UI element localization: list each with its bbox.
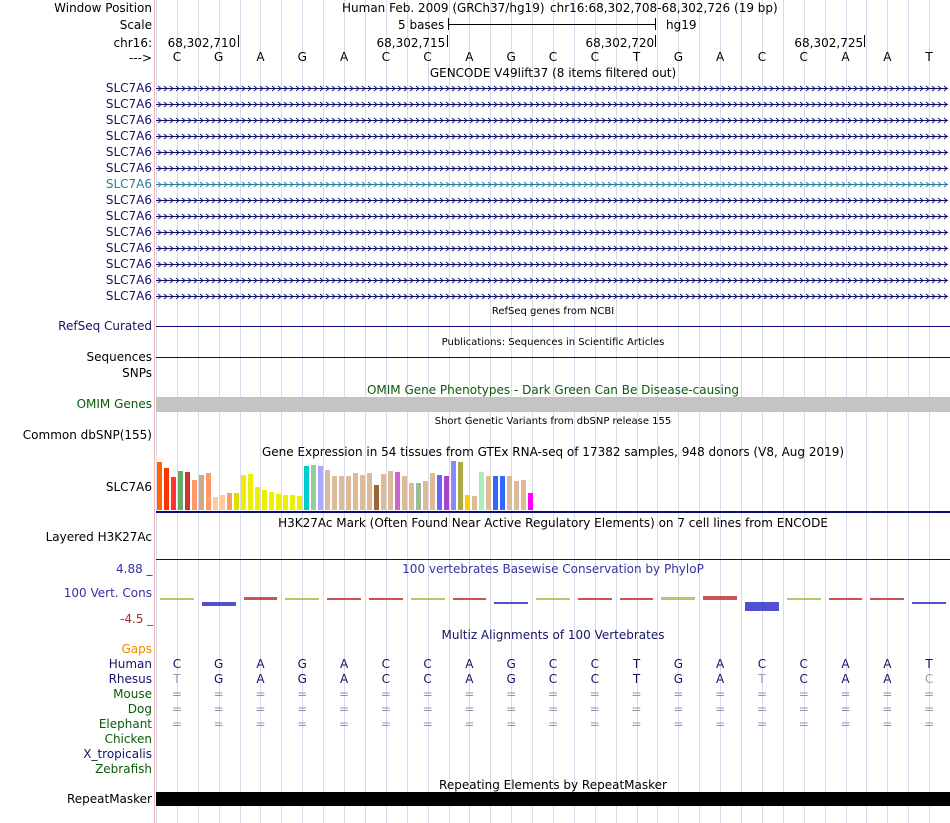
multiz-base: A [841, 657, 850, 671]
phylop-score-mark [787, 598, 821, 600]
multiz-base: = [840, 717, 851, 731]
multiz-base: A [465, 657, 474, 671]
multiz-base: C [590, 672, 599, 686]
gtex-tissue-bar[interactable] [395, 472, 400, 510]
multiz-base: = [673, 717, 684, 731]
gtex-tissue-bar[interactable] [276, 494, 281, 510]
gtex-tissue-bar[interactable] [430, 473, 435, 510]
assembly-name: Human Feb. 2009 (GRCh37/hg19) [342, 1, 545, 15]
multiz-base: = [589, 702, 600, 716]
multiz-base: A [339, 657, 349, 671]
reference-base: A [841, 50, 850, 64]
multiz-base: = [547, 702, 559, 716]
gtex-tissue-bar[interactable] [185, 472, 190, 510]
gtex-tissue-bar[interactable] [346, 476, 351, 510]
phylop-min: -4.5 _ [120, 612, 154, 626]
repeatmasker-track-title[interactable]: Repeating Elements by RepeatMasker [439, 778, 667, 792]
multiz-base: G [673, 657, 684, 671]
repeatmasker-track-label[interactable]: RepeatMasker [66, 792, 152, 806]
window-position-value[interactable]: chr16:68,302,708-68,302,726 (19 bp) [550, 1, 778, 15]
multiz-base: C [590, 657, 599, 671]
multiz-base: C [924, 672, 934, 686]
gencode-item-label[interactable]: SLC7A6 [105, 97, 152, 111]
gencode-item-label[interactable]: SLC7A6 [105, 177, 152, 191]
gtex-tissue-bar[interactable] [318, 466, 323, 510]
multiz-base: = [631, 702, 642, 716]
gencode-item-label[interactable]: SLC7A6 [105, 145, 152, 159]
multiz-base: = [924, 702, 935, 716]
multiz-base: = [756, 717, 767, 731]
ruler-tick [238, 35, 239, 47]
refseq-track-label[interactable]: RefSeq Curated [58, 319, 152, 333]
multiz-base: G [297, 672, 307, 686]
gtex-tissue-bar[interactable] [416, 483, 421, 510]
multiz-species-label[interactable]: Chicken [104, 732, 152, 746]
multiz-base: T [173, 672, 181, 686]
omim-gene-bar[interactable] [156, 397, 950, 412]
repeatmasker-bar[interactable] [156, 792, 950, 806]
multiz-base: = [547, 687, 559, 701]
ruler-tick-label: 68,302,725 [794, 36, 864, 50]
gencode-transcript[interactable] [156, 216, 948, 217]
dbsnp-track-title[interactable]: Short Genetic Variants from dbSNP release 155 [434, 416, 672, 427]
gtex-tissue-bar[interactable] [220, 495, 225, 510]
multiz-species-label[interactable]: Elephant [98, 717, 152, 731]
h3k27ac-track-label[interactable]: Layered H3K27Ac [45, 530, 152, 544]
gtex-tissue-bar[interactable] [465, 495, 470, 510]
multiz-base: = [589, 717, 600, 731]
multiz-base: G [214, 672, 224, 686]
multiz-species-label[interactable]: Mouse [113, 687, 152, 701]
gencode-transcript[interactable] [156, 168, 948, 169]
gtex-tissue-bar[interactable] [199, 475, 204, 510]
multiz-base: C [799, 657, 808, 671]
multiz-base: = [297, 702, 308, 716]
gtex-tissue-bar[interactable] [458, 462, 463, 510]
gencode-transcript[interactable] [156, 152, 948, 153]
gencode-item-label[interactable]: SLC7A6 [105, 257, 152, 271]
phylop-score-mark [829, 598, 863, 600]
multiz-base: = [631, 687, 642, 701]
gtex-tissue-bar[interactable] [381, 474, 386, 510]
gencode-item-label[interactable]: SLC7A6 [105, 161, 152, 175]
gencode-item-label[interactable]: SLC7A6 [105, 113, 152, 127]
phylop-score-mark [160, 598, 194, 600]
reference-base: C [548, 50, 558, 64]
multiz-base: G [214, 657, 224, 671]
multiz-base: = [255, 687, 266, 701]
gtex-tissue-bar[interactable] [192, 480, 197, 510]
gtex-tissue-bar[interactable] [500, 476, 505, 510]
multiz-base: A [883, 657, 892, 671]
phylop-score-mark [536, 598, 570, 600]
gtex-tissue-bar[interactable] [437, 475, 442, 510]
multiz-species-label[interactable]: Human [108, 657, 152, 671]
gtex-expression-chart[interactable] [156, 461, 536, 510]
gtex-tissue-bar[interactable] [360, 475, 365, 510]
multiz-base: T [925, 657, 933, 671]
gtex-tissue-bar[interactable] [255, 487, 260, 510]
gtex-tissue-bar[interactable] [451, 461, 456, 510]
multiz-base: G [673, 672, 684, 686]
gtex-tissue-bar[interactable] [528, 493, 533, 510]
multiz-base: = [339, 717, 350, 731]
multiz-species-label[interactable]: Zebrafish [95, 762, 152, 776]
multiz-base: A [256, 657, 265, 671]
reference-base: G [297, 50, 307, 64]
multiz-base: = [882, 702, 893, 716]
gtex-tissue-bar[interactable] [514, 481, 519, 510]
gtex-tissue-bar[interactable] [262, 490, 267, 510]
scale-db: hg19 [666, 18, 697, 32]
gtex-tissue-bar[interactable] [367, 473, 372, 510]
multiz-base: C [548, 657, 558, 671]
multiz-base: A [339, 672, 349, 686]
gaps-label: Gaps [121, 642, 152, 656]
ruler-tick-label: 68,302,715 [376, 36, 446, 50]
gtex-tissue-bar[interactable] [444, 476, 449, 510]
multiz-base: = [547, 717, 559, 731]
multiz-base: = [380, 687, 391, 701]
multiz-base: = [464, 717, 475, 731]
gtex-tissue-bar[interactable] [339, 476, 344, 510]
label-divider [154, 0, 155, 823]
reference-base: A [716, 50, 725, 64]
multiz-base: = [422, 717, 433, 731]
multiz-base: = [756, 687, 767, 701]
scale-bases: 5 bases [398, 18, 445, 32]
multiz-species-label[interactable]: X_tropicalis [83, 747, 152, 761]
multiz-base: = [631, 717, 642, 731]
gtex-tissue-bar[interactable] [311, 465, 316, 510]
gencode-transcript[interactable] [156, 248, 948, 249]
ruler-tick [864, 35, 865, 47]
gencode-item-label[interactable]: SLC7A6 [105, 289, 152, 303]
scale-bar [448, 18, 656, 32]
multiz-base: = [213, 717, 224, 731]
reference-base: A [465, 50, 474, 64]
phylop-score-mark [703, 596, 737, 600]
gtex-tissue-bar[interactable] [241, 475, 246, 510]
gencode-item-label[interactable]: SLC7A6 [105, 209, 152, 223]
gtex-tissue-bar[interactable] [164, 468, 169, 510]
gtex-tissue-bar[interactable] [472, 496, 477, 510]
phylop-track-title[interactable]: 100 vertebrates Basewise Conservation by PhyloP [402, 562, 704, 576]
reference-base: G [673, 50, 684, 64]
gtex-tissue-bar[interactable] [332, 476, 337, 510]
multiz-base: = [506, 702, 517, 716]
refseq-track-title[interactable]: RefSeq genes from NCBI [491, 306, 615, 317]
gtex-tissue-bar[interactable] [486, 476, 491, 510]
multiz-base: C [423, 657, 432, 671]
gencode-item-label[interactable]: SLC7A6 [105, 129, 152, 143]
gencode-transcript[interactable] [156, 232, 948, 233]
phylop-score-mark [327, 598, 361, 600]
multiz-base: = [506, 687, 517, 701]
reference-base: A [339, 50, 349, 64]
phylop-score-mark [620, 598, 654, 600]
gtex-tissue-bar[interactable] [479, 472, 484, 510]
multiz-base: = [798, 702, 809, 716]
chrom-label: chr16: [113, 36, 152, 50]
multiz-base: G [297, 657, 307, 671]
ruler-tick-label: 68,302,720 [585, 36, 655, 50]
scale-label: Scale [119, 18, 152, 32]
gtex-tissue-bar[interactable] [493, 476, 498, 510]
multiz-base: = [924, 717, 935, 731]
multiz-base: = [339, 687, 350, 701]
gencode-transcript[interactable] [156, 136, 948, 137]
multiz-base: A [465, 672, 474, 686]
multiz-base: C [548, 672, 558, 686]
ruler-tick-label: 68,302,710 [167, 36, 237, 50]
phylop-score-mark [202, 602, 236, 606]
gtex-tissue-bar[interactable] [234, 493, 239, 510]
multiz-base: = [506, 717, 517, 731]
gtex-tissue-bar[interactable] [283, 495, 288, 510]
reference-base: G [506, 50, 516, 64]
reference-base: A [256, 50, 265, 64]
phylop-score-mark [870, 598, 904, 600]
reference-base: C [381, 50, 391, 64]
reference-base: T [632, 50, 641, 64]
reference-base: C [590, 50, 599, 64]
gencode-item-label[interactable]: SLC7A6 [105, 273, 152, 287]
phylop-score-mark [411, 598, 445, 600]
multiz-base: C [423, 672, 432, 686]
gtex-tissue-bar[interactable] [178, 471, 183, 510]
reference-base: G [214, 50, 224, 64]
gencode-track-title[interactable]: GENCODE V49lift37 (8 items filtered out) [429, 66, 677, 80]
gtex-tissue-bar[interactable] [388, 471, 393, 510]
window-position-label: Window Position [54, 1, 152, 15]
reference-base: C [423, 50, 432, 64]
multiz-base: C [757, 657, 767, 671]
phylop-score-mark [285, 598, 319, 600]
gtex-tissue-bar[interactable] [423, 481, 428, 510]
ruler-tick [447, 35, 448, 47]
multiz-base: = [798, 717, 809, 731]
reference-base: C [799, 50, 808, 64]
gtex-tissue-bar[interactable] [325, 470, 330, 510]
gtex-tissue-bar[interactable] [213, 497, 218, 510]
multiz-track-title[interactable]: Multiz Alignments of 100 Vertebrates [441, 628, 665, 642]
multiz-base: = [213, 702, 224, 716]
gencode-transcript[interactable] [156, 104, 948, 105]
gencode-transcript[interactable] [156, 200, 948, 201]
phylop-score-mark [661, 597, 695, 600]
multiz-base: = [255, 702, 266, 716]
phylop-score-mark [494, 602, 528, 604]
multiz-base: = [882, 717, 893, 731]
multiz-base: = [380, 702, 391, 716]
publications-line [156, 357, 950, 358]
publications-track-title[interactable]: Publications: Sequences in Scientific Articles [441, 337, 665, 348]
phylop-score-mark [369, 598, 403, 600]
multiz-species-label[interactable]: Dog [127, 702, 152, 716]
multiz-base: C [381, 672, 391, 686]
multiz-base: = [464, 702, 475, 716]
multiz-base: A [256, 672, 265, 686]
multiz-species-label[interactable]: Rhesus [108, 672, 152, 686]
multiz-base: G [506, 657, 516, 671]
gtex-tissue-bar[interactable] [290, 495, 295, 510]
gencode-transcript[interactable] [156, 184, 948, 185]
multiz-base: C [172, 657, 182, 671]
gencode-transcript[interactable] [156, 264, 948, 265]
gtex-baseline [156, 511, 950, 513]
gencode-item-label[interactable]: SLC7A6 [105, 225, 152, 239]
gtex-tissue-bar[interactable] [521, 480, 526, 510]
gtex-tissue-bar[interactable] [206, 473, 211, 510]
multiz-base: = [422, 687, 433, 701]
gtex-tissue-bar[interactable] [374, 485, 379, 510]
gencode-transcript[interactable] [156, 88, 948, 89]
omim-track-title[interactable]: OMIM Gene Phenotypes - Dark Green Can Be Disease-causing [366, 383, 740, 397]
multiz-base: T [758, 672, 766, 686]
multiz-base: = [464, 687, 475, 701]
multiz-base: G [506, 672, 516, 686]
gtex-tissue-bar[interactable] [157, 462, 162, 510]
gtex-tissue-bar[interactable] [171, 477, 176, 510]
reference-base: A [883, 50, 892, 64]
multiz-base: = [339, 702, 350, 716]
h3k27ac-baseline [156, 559, 950, 560]
multiz-base: = [297, 717, 308, 731]
omim-track-label[interactable]: OMIM Genes [76, 397, 152, 411]
gtex-tissue-bar[interactable] [269, 492, 274, 510]
multiz-base: = [715, 702, 726, 716]
gtex-tissue-bar[interactable] [409, 483, 414, 510]
multiz-base: = [715, 687, 726, 701]
multiz-base: C [799, 672, 808, 686]
multiz-base: = [171, 702, 182, 716]
gencode-item-label[interactable]: SLC7A6 [105, 241, 152, 255]
gtex-tissue-bar[interactable] [402, 476, 407, 510]
multiz-base: T [632, 672, 641, 686]
snps-track-label[interactable]: SNPs [122, 366, 152, 380]
phylop-score-mark [912, 602, 946, 604]
ruler-tick [655, 35, 656, 47]
multiz-base: A [841, 672, 850, 686]
reference-base: C [172, 50, 182, 64]
gencode-item-label[interactable]: SLC7A6 [105, 193, 152, 207]
multiz-base: = [756, 702, 767, 716]
gtex-tissue-bar[interactable] [304, 466, 309, 510]
gencode-transcript[interactable] [156, 280, 948, 281]
publications-track-label[interactable]: Sequences [86, 350, 152, 364]
gtex-tissue-bar[interactable] [353, 473, 358, 510]
reference-base: C [757, 50, 767, 64]
gencode-item-label[interactable]: SLC7A6 [105, 81, 152, 95]
multiz-base: = [380, 717, 391, 731]
multiz-base: = [422, 702, 433, 716]
gtex-track-label[interactable]: SLC7A6 [105, 480, 152, 494]
multiz-base: = [673, 687, 684, 701]
multiz-base: C [381, 657, 391, 671]
dbsnp-track-label[interactable]: Common dbSNP(155) [22, 428, 152, 442]
multiz-base: = [673, 702, 684, 716]
gtex-tissue-bar[interactable] [297, 496, 302, 510]
multiz-base: = [840, 687, 851, 701]
multiz-base: = [840, 702, 851, 716]
multiz-base: = [589, 687, 600, 701]
phylop-score-mark [745, 602, 779, 611]
phylop-score-mark [453, 598, 487, 600]
multiz-base: A [883, 672, 892, 686]
multiz-base: = [715, 717, 726, 731]
multiz-base: = [171, 717, 182, 731]
multiz-base: = [255, 717, 266, 731]
reference-base: T [925, 50, 933, 64]
h3k27ac-track-title[interactable]: H3K27Ac Mark (Often Found Near Active Regulatory Elements) on 7 cell lines from ENCODE [278, 516, 828, 530]
multiz-base: = [213, 687, 224, 701]
multiz-base: = [171, 687, 182, 701]
phylop-score-mark [578, 598, 612, 600]
gencode-transcript[interactable] [156, 296, 948, 297]
gencode-transcript[interactable] [156, 120, 948, 121]
multiz-base: A [716, 657, 725, 671]
phylop-score-mark [244, 597, 278, 600]
multiz-base: = [924, 687, 935, 701]
gtex-tissue-bar[interactable] [507, 476, 512, 510]
gtex-tissue-bar[interactable] [227, 493, 232, 510]
multiz-base: = [297, 687, 308, 701]
gtex-track-title[interactable]: Gene Expression in 54 tissues from GTEx RNA-seq of 17382 samples, 948 donors (V8, Aug 2019) [261, 445, 845, 459]
gtex-tissue-bar[interactable] [248, 474, 253, 510]
strand-label: ---> [128, 51, 152, 65]
phylop-track-label[interactable]: 100 Vert. Cons [63, 586, 152, 600]
refseq-line [156, 326, 950, 327]
multiz-base: = [882, 687, 893, 701]
multiz-base: T [632, 657, 641, 671]
phylop-max: 4.88 _ [116, 562, 153, 576]
multiz-base: A [716, 672, 725, 686]
multiz-base: = [798, 687, 809, 701]
